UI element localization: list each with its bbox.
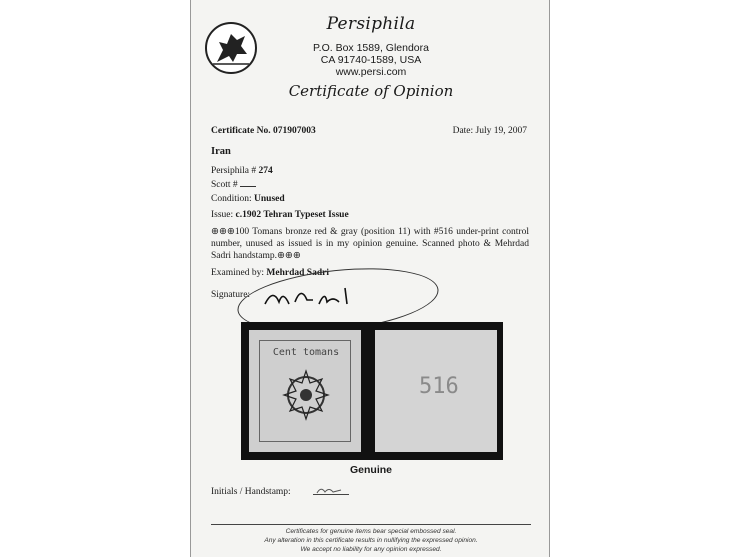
date-label: Date: [452, 126, 474, 136]
initials-mark [315, 484, 345, 496]
stamp-front-text: Cent tomans [272, 347, 340, 358]
issue-label: Issue: [211, 210, 234, 220]
certificate-number [211, 126, 316, 136]
footer-divider [211, 524, 531, 525]
address-line-1: P.O. Box 1589, Glendora [313, 42, 429, 54]
stamp-front-image [249, 330, 361, 452]
stamp-photo [241, 322, 503, 460]
scott-blank [240, 178, 256, 187]
stamp-back-image [375, 330, 497, 452]
footer-line-3: We accept no liability for any opinion expressed. [300, 546, 442, 553]
certificate-number-value: 071907003 [272, 126, 316, 136]
brand-name: Persiphila [326, 14, 416, 34]
website: www.persi.com [335, 66, 407, 78]
verdict: Genuine [349, 464, 392, 476]
control-number: 516 [419, 374, 459, 399]
stamp-description: ⊕⊕⊕100 Tomans bronze red & gray (position 11) with #516 under-print control number, unused as issued is in my opinion genuine. Scanned photo & Mehrdad Sadri handstamp.⊕⊕⊕ [211, 227, 529, 261]
scott-number [211, 178, 256, 190]
examiner-name: Mehrdad Sadri [266, 268, 329, 278]
footer-line-1: Certificates for genuine items bear special embossed seal. [285, 528, 457, 535]
persiphila-value: 274 [258, 166, 273, 176]
certificate-document [190, 0, 550, 557]
certificate-date [453, 126, 527, 136]
signature-label: Signature: [211, 290, 251, 300]
lion-sun-emblem-icon [280, 367, 332, 423]
persiphila-label: Persiphila # [211, 166, 257, 176]
initials-label: Initials / Handstamp: [211, 487, 291, 497]
date-value: July 19, 2007 [475, 126, 527, 136]
scott-label: Scott # [211, 180, 238, 190]
address-line-2: CA 91740-1589, USA [320, 54, 422, 66]
country: Iran [211, 146, 231, 157]
footer-line-2: Any alteration in this certificate results in nullifying the expressed opinion. [264, 537, 478, 544]
issue-value: c.1902 Tehran Typeset Issue [235, 210, 349, 220]
examined-label: Examined by: [211, 268, 265, 278]
issue [211, 210, 349, 220]
condition [211, 194, 285, 204]
persiphila-number [211, 166, 273, 176]
certificate-number-label: Certificate No. [211, 126, 271, 136]
certificate-title: Certificate of Opinion [288, 82, 454, 100]
condition-value: Unused [254, 194, 285, 204]
stamp-frame [259, 340, 351, 442]
condition-label: Condition: [211, 194, 252, 204]
signature-mark [261, 282, 361, 312]
